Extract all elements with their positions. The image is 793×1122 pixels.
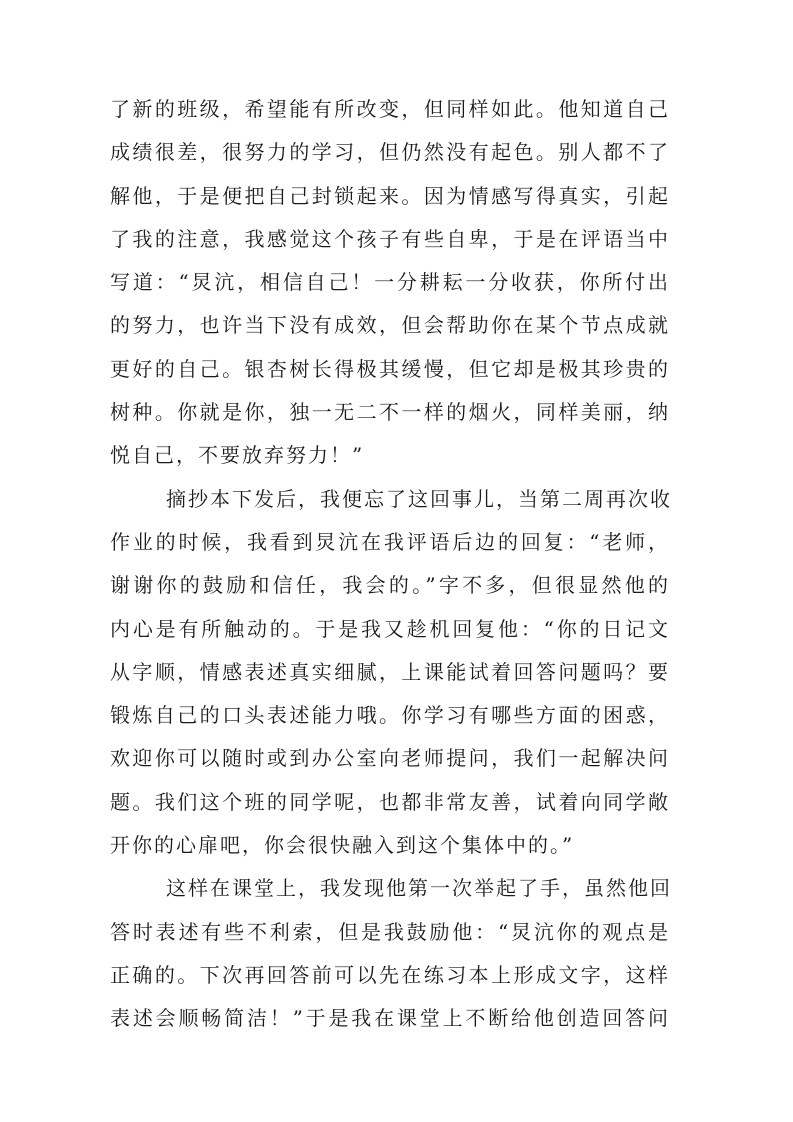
paragraph-first-line: 摘抄本下发后，我便忘了这回事儿，当第二周再次收 bbox=[166, 486, 672, 511]
text-line: 解他，于是便把自己封锁起来。因为情感写得真实，引起 bbox=[110, 183, 670, 208]
paragraph-end-line: 开你的心扉吧，你会很快融入到这个集体中的。” bbox=[110, 833, 575, 858]
text-line: 作业的时候，我看到炅沆在我评语后边的回复：“老师， bbox=[110, 529, 670, 554]
text-line: 了我的注意，我感觉这个孩子有些自卑，于是在评语当中 bbox=[110, 226, 670, 251]
text-line: 题。我们这个班的同学呢，也都非常友善，试着向同学敞 bbox=[110, 789, 670, 814]
paragraph-first-line: 这样在课堂上，我发现他第一次举起了手，虽然他回 bbox=[166, 876, 672, 901]
text-line: 从字顺，情感表述真实细腻，上课能试着回答问题吗？要 bbox=[110, 659, 670, 684]
text-line: 锻炼自己的口头表述能力哦。你学习有哪些方面的困惑， bbox=[110, 703, 670, 728]
text-line: 树种。你就是你，独一无二不一样的烟火，同样美丽，纳 bbox=[110, 400, 670, 425]
text-line: 写道：“炅沆，相信自己！一分耕耘一分收获，你所付出 bbox=[110, 270, 670, 295]
text-line: 成绩很差，很努力的学习，但仍然没有起色。别人都不了 bbox=[110, 140, 670, 165]
text-line: 正确的。下次再回答前可以先在练习本上形成文字，这样 bbox=[110, 962, 670, 987]
text-line: 答时表述有些不利索，但是我鼓励他：“炅沆你的观点是 bbox=[110, 919, 670, 944]
text-line: 了新的班级，希望能有所改变，但同样如此。他知道自己 bbox=[110, 97, 670, 121]
text-line: 更好的自己。银杏树长得极其缓慢，但它却是极其珍贵的 bbox=[110, 356, 670, 381]
body-text bbox=[110, 88, 670, 1041]
paragraph-end-line: 悦自己，不要放弃努力！” bbox=[110, 443, 365, 468]
text-line: 内心是有所触动的。于是我又趁机回复他：“你的日记文 bbox=[110, 616, 670, 641]
text-line: 表述会顺畅简洁！”于是我在课堂上不断给他创造回答问 bbox=[110, 1006, 670, 1031]
text-line: 的努力，也许当下没有成效，但会帮助你在某个节点成就 bbox=[110, 313, 670, 338]
text-line: 欢迎你可以随时或到办公室向老师提问，我们一起解决问 bbox=[110, 746, 670, 771]
text-line: 谢谢你的鼓励和信任，我会的。”字不多，但很显然他的 bbox=[110, 573, 670, 598]
